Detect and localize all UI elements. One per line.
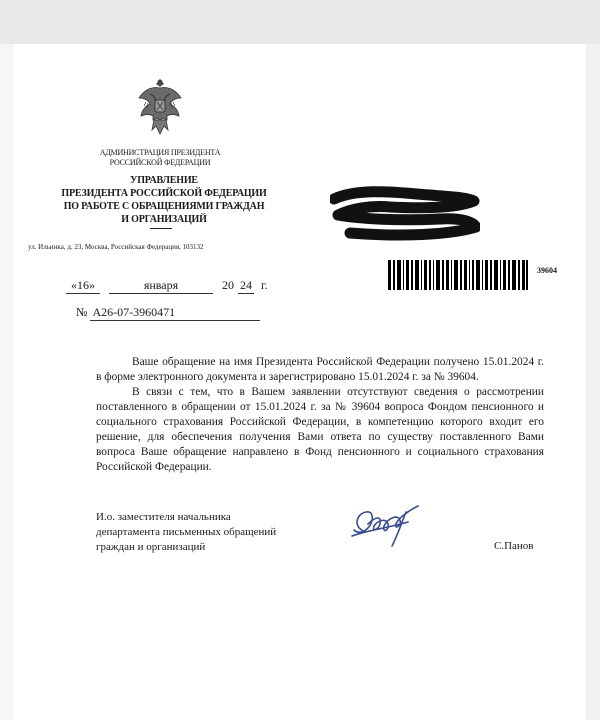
document-number-row [76, 305, 260, 321]
date-month: января [109, 278, 213, 294]
organization-small-heading [92, 148, 228, 168]
document-number: А26-07-3960471 [90, 305, 260, 321]
organization-heading [54, 174, 274, 226]
signatory-name: С.Панов [494, 540, 534, 552]
signatory-title [96, 510, 316, 555]
date-year-prefix: 20 [222, 278, 234, 292]
barcode-number: 39604 [537, 266, 557, 275]
org-heading-line-2: ПРЕЗИДЕНТА РОССИЙСКОЙ ФЕДЕРАЦИИ [61, 188, 267, 199]
viewer-right-margin [586, 44, 600, 720]
viewer-left-margin [0, 44, 14, 720]
viewer-top-bar [0, 0, 600, 44]
signatory-title-line-1: И.о. заместителя начальника [96, 511, 231, 523]
org-heading-line-4: И ОРГАНИЗАЦИЙ [121, 214, 207, 225]
date-open-quote: « [71, 278, 77, 292]
org-heading-line-3: ПО РАБОТЕ С ОБРАЩЕНИЯМИ ГРАЖДАН [63, 201, 265, 212]
date-year-abbr: г. [261, 278, 268, 292]
signatory-title-line-3: граждан и организаций [96, 541, 206, 553]
org-heading-line-1: УПРАВЛЕНИЕ [130, 175, 198, 186]
organization-address: ул. Ильинка, д. 23, Москва, Российская Федерация, 103132 [28, 243, 204, 251]
body-paragraph-2: В связи с тем, что в Вашем заявлении отсутствуют сведения о рассмотрении поставленного в обращении от 15.01.2024 г. за № 39604 вопроса Фондом пенсионного и социального страхования Российской Федерации, в компетенцию которого входит его решение, для обеспечения получения Вами ответа по существу поставленного Вами вопроса Ваше обращение направлено в Фонд пенсионного и социального страхования Российской Федерации. [96, 386, 544, 473]
org-small-line-2: РОССИЙСКОЙ ФЕДЕРАЦИИ [109, 158, 211, 167]
handwritten-signature [348, 500, 434, 550]
heading-underline [150, 228, 172, 229]
date-day-field [66, 278, 100, 294]
signatory-title-line-2: департамента письменных обращений [96, 526, 277, 538]
barcode-icon [388, 260, 528, 290]
document-date [66, 278, 268, 294]
date-year-suffix: 24 [240, 278, 252, 292]
letter-body [96, 355, 544, 475]
org-small-line-1: АДМИНИСТРАЦИЯ ПРЕЗИДЕНТА [99, 148, 221, 157]
body-paragraph-1: Ваше обращение на имя Президента Российской Федерации получено 15.01.2024 г. в форме электронного документа и зарегистрировано 15.01.2024 г. за № 39604. [96, 356, 544, 383]
document-number-prefix: № [76, 305, 88, 319]
redaction-scribble [330, 185, 480, 245]
coat-of-arms-icon [136, 76, 184, 138]
date-day: 16 [77, 278, 89, 292]
date-close-quote: » [89, 278, 95, 292]
